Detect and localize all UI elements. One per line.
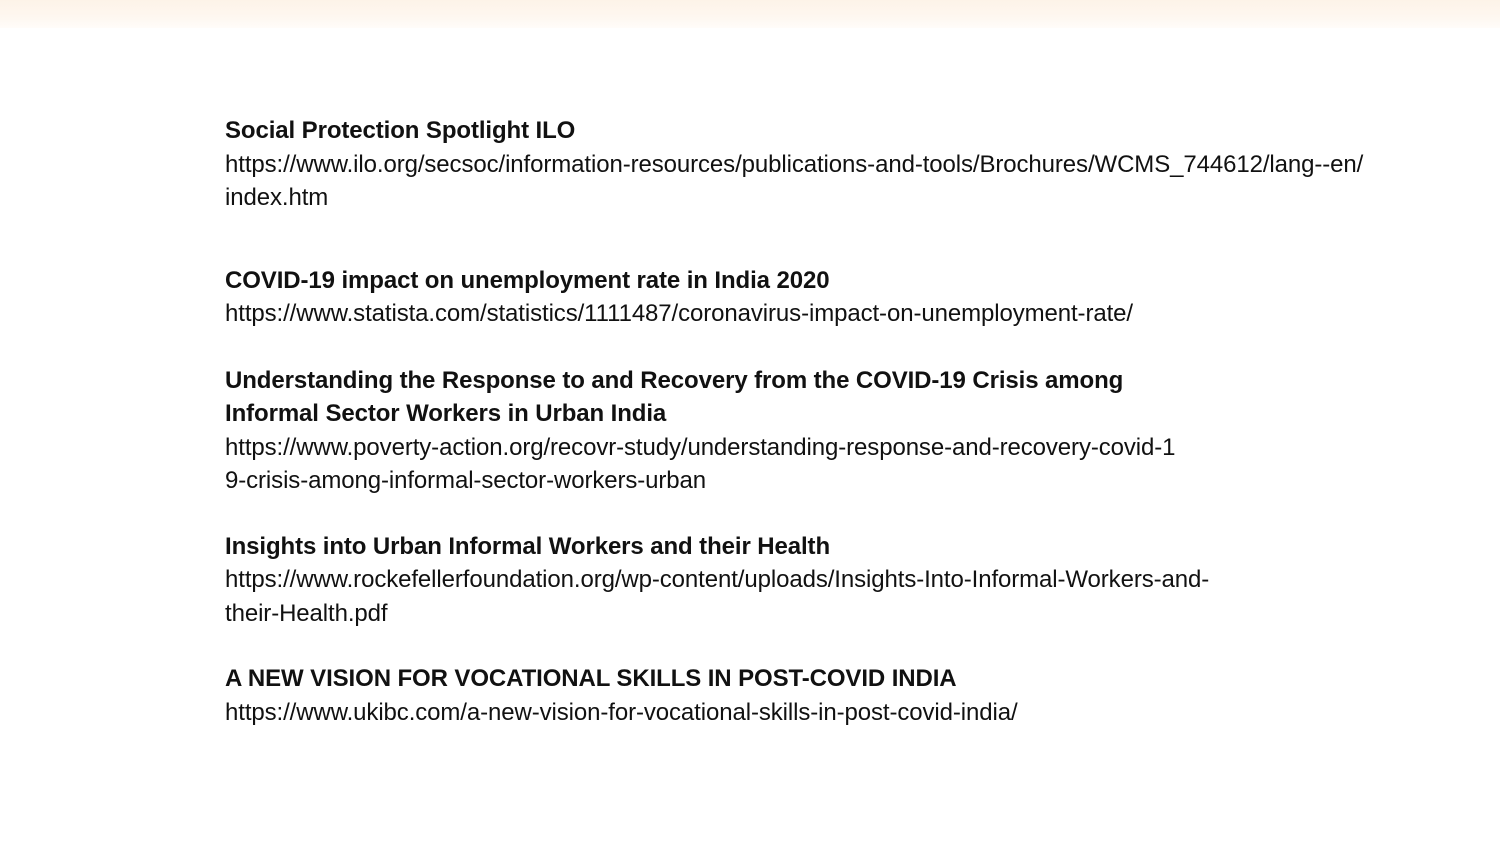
top-decorative-band xyxy=(0,0,1500,28)
reference-url[interactable]: https://www.ilo.org/secsoc/information-resources/publications-and-tools/Brochures/WCMS_744612/lang--en/index.htm xyxy=(225,150,1364,211)
reference-url[interactable]: https://www.poverty-action.org/recovr-study/understanding-response-and-recovery-covid-19-crisis-among-informal-sector-workers-urban xyxy=(225,433,1176,494)
reference-url[interactable]: https://www.statista.com/statistics/1111487/coronavirus-impact-on-unemployment-rate/ xyxy=(225,300,1133,327)
references-list xyxy=(225,114,1365,729)
reference-url[interactable]: https://www.ukibc.com/a-new-vision-for-vocational-skills-in-post-covid-india/ xyxy=(225,698,1018,726)
reference-title: A NEW VISION FOR VOCATIONAL SKILLS IN POST-COVID INDIA xyxy=(225,665,957,692)
reference-item xyxy=(225,662,1365,729)
reference-title: Insights into Urban Informal Workers and their Health xyxy=(225,532,831,560)
reference-item xyxy=(225,530,1365,631)
reference-title: Understanding the Response to and Recovery from the COVID-19 Crisis among Informal Sector Workers in Urban India xyxy=(225,366,1124,427)
reference-title: Social Protection Spotlight ILO xyxy=(225,117,576,144)
reference-item xyxy=(225,364,1365,498)
reference-url[interactable]: https://www.rockefellerfoundation.org/wp-content/uploads/Insights-Into-Informal-Workers-and-their-Health.pdf xyxy=(225,566,1210,627)
reference-item xyxy=(225,264,1365,331)
reference-item xyxy=(225,114,1365,215)
reference-title: COVID-19 impact on unemployment rate in India 2020 xyxy=(225,266,830,294)
